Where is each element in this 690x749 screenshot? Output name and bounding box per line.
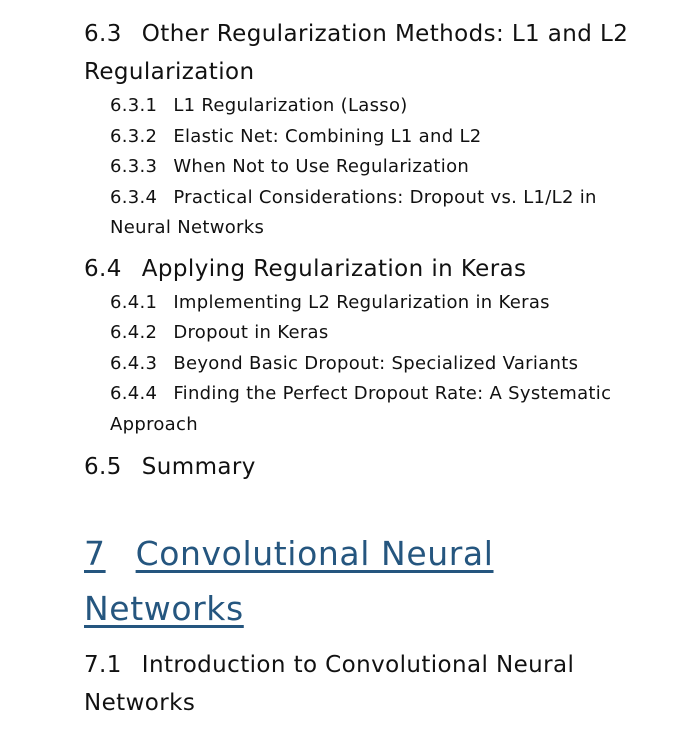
chapter-number: 7 — [84, 534, 106, 573]
toc-section-7-1[interactable] — [84, 646, 630, 722]
subsection-title: Finding the Perfect Dropout Rate: A Systematic Approach — [110, 383, 612, 435]
chapter-title: Convolutional Neural Networks — [84, 534, 494, 628]
toc-subsection-6-3-1[interactable] — [110, 91, 630, 122]
subsection-number: 6.4.1 — [110, 291, 158, 313]
toc-subsection-6-3-3[interactable] — [110, 152, 630, 183]
toc-section-6-5[interactable] — [84, 448, 630, 486]
toc-subsection-6-4-3[interactable] — [110, 349, 630, 380]
section-title: Applying Regularization in Keras — [141, 255, 527, 282]
subsection-title: Implementing L2 Regularization in Keras — [173, 291, 550, 313]
toc-subsection-6-3-4[interactable] — [110, 183, 630, 244]
toc-subsections-6-4 — [84, 288, 630, 441]
subsection-number: 6.4.4 — [110, 383, 158, 404]
section-number: 6.5 — [84, 454, 122, 480]
chapter-7-link[interactable] — [84, 534, 494, 628]
section-number: 6.4 — [84, 255, 122, 282]
section-number: 7.1 — [84, 652, 122, 678]
toc-section-6-4[interactable] — [84, 250, 630, 288]
subsection-number: 6.3.3 — [110, 156, 158, 177]
subsection-title: When Not to Use Regularization — [173, 156, 470, 177]
toc-subsection-6-4-4[interactable] — [110, 379, 630, 440]
subsection-title: Practical Considerations: Dropout vs. L1/L2 in Neural Networks — [110, 186, 597, 238]
subsection-number: 6.4.2 — [110, 322, 158, 343]
subsection-number: 6.4.3 — [110, 352, 158, 374]
toc-subsection-6-3-2[interactable] — [110, 122, 630, 153]
section-title: Other Regularization Methods: L1 and L2 Regularization — [84, 21, 629, 85]
subsection-title: Elastic Net: Combining L1 and L2 — [173, 125, 482, 147]
toc-chapter-7 — [84, 526, 630, 636]
subsection-title: Dropout in Keras — [173, 322, 329, 343]
subsection-number: 6.3.4 — [110, 186, 158, 208]
toc-subsection-6-4-2[interactable] — [110, 318, 630, 349]
subsection-number: 6.3.1 — [110, 95, 158, 116]
toc-section-6-3[interactable] — [84, 15, 630, 91]
subsection-title: Beyond Basic Dropout: Specialized Variants — [173, 352, 579, 374]
subsection-number: 6.3.2 — [110, 125, 158, 147]
section-title: Introduction to Convolutional Neural Networks — [84, 652, 575, 716]
toc-subsection-6-4-1[interactable] — [110, 288, 630, 319]
toc-subsections-6-3 — [84, 91, 630, 244]
section-title: Summary — [141, 454, 256, 480]
section-number: 6.3 — [84, 21, 122, 47]
subsection-title: L1 Regularization (Lasso) — [173, 95, 408, 116]
